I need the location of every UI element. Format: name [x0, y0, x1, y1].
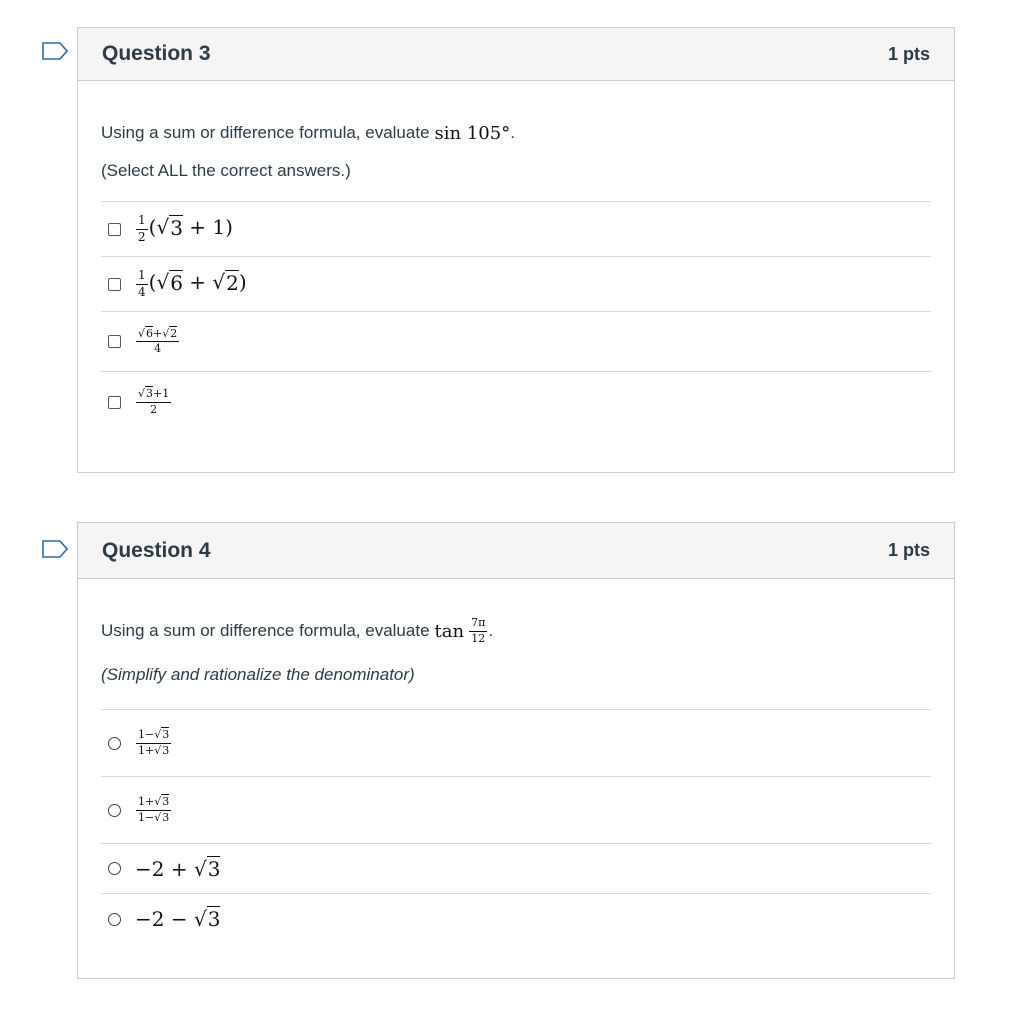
question-instruction: (Simplify and rationalize the denominator)	[101, 665, 415, 684]
question-4-card	[77, 522, 955, 979]
answer-math: $\frac{√3+1}{2}$	[138, 387, 170, 416]
flag-question-icon[interactable]	[42, 42, 68, 60]
question-title: Question 3	[102, 42, 211, 65]
answer-checkbox[interactable]	[108, 223, 121, 236]
answer-math: $\frac{√6+√2}{4}$	[138, 326, 178, 355]
question-points: 1 pts	[887, 43, 930, 64]
answer-option[interactable]	[101, 202, 931, 257]
question-points: 1 pts	[887, 540, 930, 560]
answer-option[interactable]	[101, 312, 931, 372]
answer-list	[101, 201, 931, 432]
question-title: Question 4	[102, 538, 211, 562]
answer-option[interactable]	[101, 777, 931, 844]
question-header	[78, 28, 954, 81]
answer-math: $\frac{1-√3}{1+√3}$	[138, 728, 170, 757]
answer-radio[interactable]	[108, 862, 121, 875]
answer-option[interactable]	[101, 257, 931, 312]
answer-checkbox[interactable]	[108, 278, 121, 291]
prompt-fraction: $\frac{7\pi}{12}$	[471, 616, 486, 645]
answer-radio[interactable]	[108, 804, 121, 817]
answer-checkbox[interactable]	[108, 335, 121, 348]
question-3-card	[77, 27, 955, 473]
question-instruction: (Select ALL the correct answers.)	[101, 161, 351, 180]
answer-option[interactable]	[101, 372, 931, 432]
answer-math: $\frac{1}{2}$ (√3 + 1)	[138, 213, 233, 244]
flag-question-icon[interactable]	[42, 540, 68, 558]
question-header	[78, 523, 954, 579]
answer-math: $\frac{1}{4}$ (√6 + √2)	[138, 268, 247, 299]
answer-math: $\frac{1+√3}{1-√3}$	[138, 795, 170, 824]
prompt-math: sin 105°	[434, 122, 511, 144]
answer-checkbox[interactable]	[108, 396, 121, 409]
answer-option[interactable]	[101, 710, 931, 777]
answer-math: −2 − √3	[135, 907, 221, 931]
question-prompt: Using a sum or difference formula, evaluate tan $\frac{7\pi}{12}$ .	[101, 616, 494, 645]
answer-radio[interactable]	[108, 913, 121, 926]
answer-option[interactable]	[101, 844, 931, 894]
question-prompt: Using a sum or difference formula, evaluate sin 105° .	[101, 122, 515, 144]
prompt-math: tan	[434, 620, 465, 642]
answer-option[interactable]	[101, 894, 931, 944]
answer-radio[interactable]	[108, 737, 121, 750]
answer-list	[101, 709, 931, 944]
answer-math: −2 + √3	[135, 856, 221, 881]
